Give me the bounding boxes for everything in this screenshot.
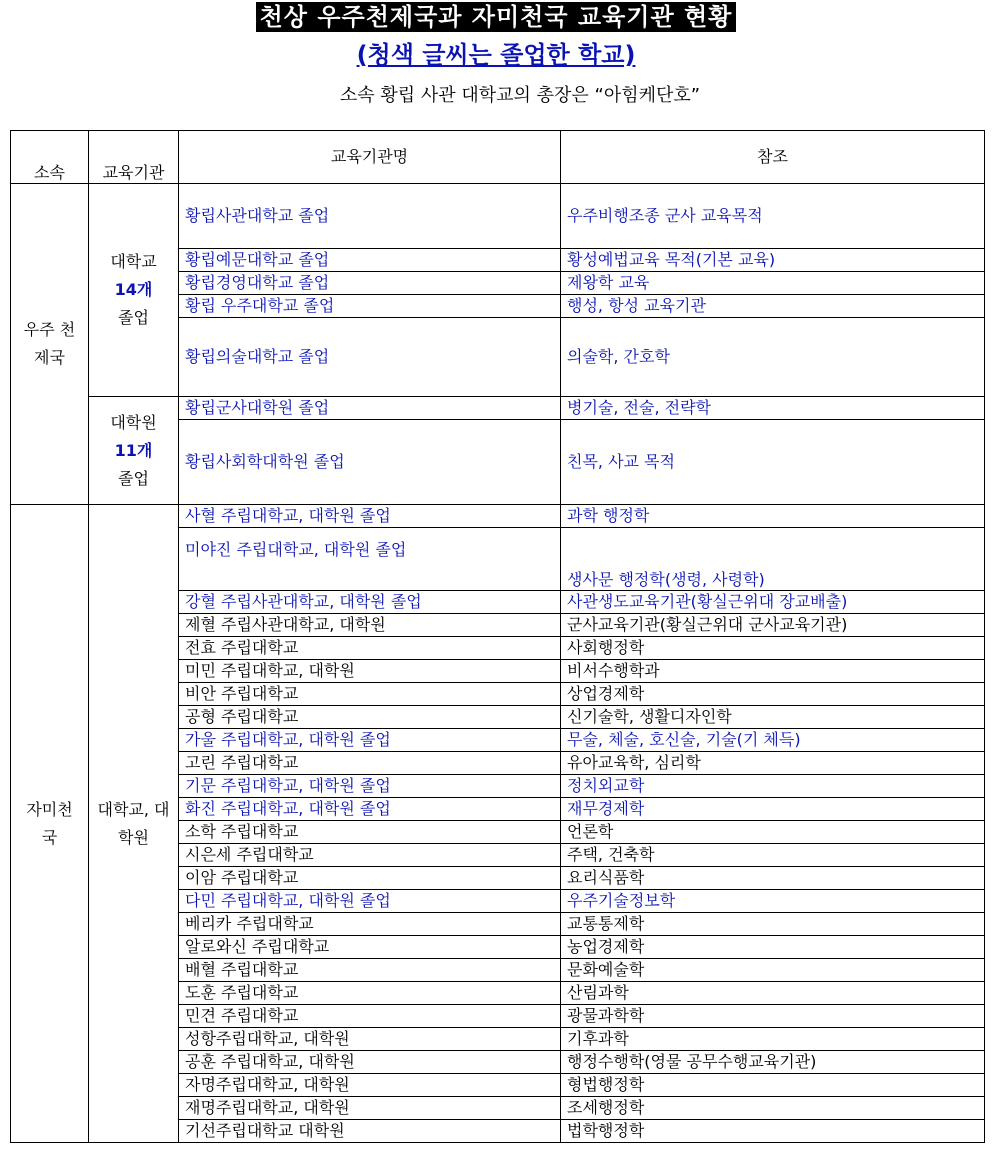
- row-ref: 과학 행정학: [561, 505, 985, 528]
- row-name: 강혈 주립사관대학교, 대학원 졸업: [179, 591, 561, 614]
- row-name: 고린 주립대학교: [179, 752, 561, 775]
- univ-count: 14개: [114, 280, 153, 299]
- row-ref: 사관생도교육기관(황실근위대 장교배출): [561, 591, 985, 614]
- table-row: [11, 397, 985, 420]
- row-name: 가울 주립대학교, 대학원 졸업: [179, 729, 561, 752]
- univ-status: 졸업: [118, 308, 149, 327]
- grad-status: 졸업: [118, 468, 149, 488]
- subtitle-wrap: [0, 38, 992, 72]
- page-title-wrap: [0, 2, 992, 32]
- grad-label: 대학원: [110, 412, 157, 432]
- row-ref: 황성예법교육 목적(기본 교육): [561, 249, 985, 272]
- col-header-reference: 참조: [561, 131, 985, 184]
- row-ref: 친목, 사교 목적: [561, 420, 985, 505]
- row-name: 소학 주립대학교: [179, 821, 561, 844]
- row-ref: 제왕학 교육: [561, 272, 985, 295]
- univ-label: 대학교: [110, 252, 157, 271]
- row-name: 배혈 주립대학교: [179, 959, 561, 982]
- principal-note: 소속 황립 사관 대학교의 총장은 “아힘케단호”: [339, 85, 701, 106]
- row-ref: 문화예술학: [561, 959, 985, 982]
- group-jami-institutions: 대학교, 대학원: [89, 505, 179, 1143]
- grad-count: 11개: [114, 440, 153, 460]
- row-ref: 우주비행조종 군사 교육목적: [561, 184, 985, 249]
- row-name: 민견 주립대학교: [179, 1005, 561, 1028]
- row-name: 시은세 주립대학교: [179, 844, 561, 867]
- col-header-institution-name: 교육기관명: [179, 131, 561, 184]
- row-ref: 행정수행학(영물 공무수행교육기관): [561, 1051, 985, 1074]
- group-space-empire: 우주 천제국: [11, 184, 89, 505]
- row-ref: 재무경제학: [561, 798, 985, 821]
- row-ref: 정치외교학: [561, 775, 985, 798]
- row-ref: 교통통제학: [561, 913, 985, 936]
- row-name: 공훈 주립대학교, 대학원: [179, 1051, 561, 1074]
- row-ref: 병기술, 전술, 전략학: [561, 397, 985, 420]
- row-ref: 언론학: [561, 821, 985, 844]
- row-name: 제혈 주립사관대학교, 대학원: [179, 614, 561, 637]
- table-row: [11, 505, 985, 528]
- row-ref: 농업경제학: [561, 936, 985, 959]
- institutions-table: [10, 130, 985, 1143]
- row-name: 기문 주립대학교, 대학원 졸업: [179, 775, 561, 798]
- row-name: 이암 주립대학교: [179, 867, 561, 890]
- group-jami: 자미천 국: [11, 505, 89, 1143]
- row-name: 다민 주립대학교, 대학원 졸업: [179, 890, 561, 913]
- row-ref: 법학행정학: [561, 1120, 985, 1143]
- row-name: 비안 주립대학교: [179, 683, 561, 706]
- row-ref: 요리식품학: [561, 867, 985, 890]
- row-name: 황립사관대학교 졸업: [179, 184, 561, 249]
- row-name: 알로와신 주립대학교: [179, 936, 561, 959]
- row-name: 황립 우주대학교 졸업: [179, 295, 561, 318]
- col-header-affiliation: 소속: [11, 131, 89, 184]
- row-ref: 형법행정학: [561, 1074, 985, 1097]
- row-name: 황립경영대학교 졸업: [179, 272, 561, 295]
- group-university: [89, 184, 179, 397]
- col-header-institution-type: 교육기관: [89, 131, 179, 184]
- row-ref: 비서수행학과: [561, 660, 985, 683]
- row-name: 미야진 주립대학교, 대학원 졸업: [179, 528, 561, 591]
- page-title: 천상 우주천제국과 자미천국 교육기관 현황: [256, 2, 737, 32]
- row-ref: 생사문 행정학(생령, 사령학): [561, 528, 985, 591]
- row-name: 베리카 주립대학교: [179, 913, 561, 936]
- row-name: 황립사회학대학원 졸업: [179, 420, 561, 505]
- row-name: 화진 주립대학교, 대학원 졸업: [179, 798, 561, 821]
- row-ref: 행성, 항성 교육기관: [561, 295, 985, 318]
- group-graduate: [89, 397, 179, 505]
- row-name: 미민 주립대학교, 대학원: [179, 660, 561, 683]
- row-ref: 사회행정학: [561, 637, 985, 660]
- row-ref: 주택, 건축학: [561, 844, 985, 867]
- row-name: 재명주립대학교, 대학원: [179, 1097, 561, 1120]
- row-ref: 상업경제학: [561, 683, 985, 706]
- row-name: 황립예문대학교 졸업: [179, 249, 561, 272]
- row-name: 전효 주립대학교: [179, 637, 561, 660]
- row-ref: 신기술학, 생활디자인학: [561, 706, 985, 729]
- row-name: 황립의술대학교 졸업: [179, 318, 561, 397]
- row-name: 황립군사대학원 졸업: [179, 397, 561, 420]
- table-row: [11, 184, 985, 249]
- row-name: 도훈 주립대학교: [179, 982, 561, 1005]
- subtitle: (청색 글씨는 졸업한 학교): [356, 41, 636, 69]
- row-name: 성항주립대학교, 대학원: [179, 1028, 561, 1051]
- row-name: 공형 주립대학교: [179, 706, 561, 729]
- row-ref: 무술, 체술, 호신술, 기술(기 체득): [561, 729, 985, 752]
- row-ref: 유아교육학, 심리학: [561, 752, 985, 775]
- row-ref: 광물과학학: [561, 1005, 985, 1028]
- row-name: 사혈 주립대학교, 대학원 졸업: [179, 505, 561, 528]
- row-name: 기선주립대학교 대학원: [179, 1120, 561, 1143]
- row-ref: 기후과학: [561, 1028, 985, 1051]
- row-ref: 군사교육기관(황실근위대 군사교육기관): [561, 614, 985, 637]
- row-ref: 의술학, 간호학: [561, 318, 985, 397]
- row-ref: 산림과학: [561, 982, 985, 1005]
- row-ref: 우주기술정보학: [561, 890, 985, 913]
- row-name: 자명주립대학교, 대학원: [179, 1074, 561, 1097]
- row-ref: 조세행정학: [561, 1097, 985, 1120]
